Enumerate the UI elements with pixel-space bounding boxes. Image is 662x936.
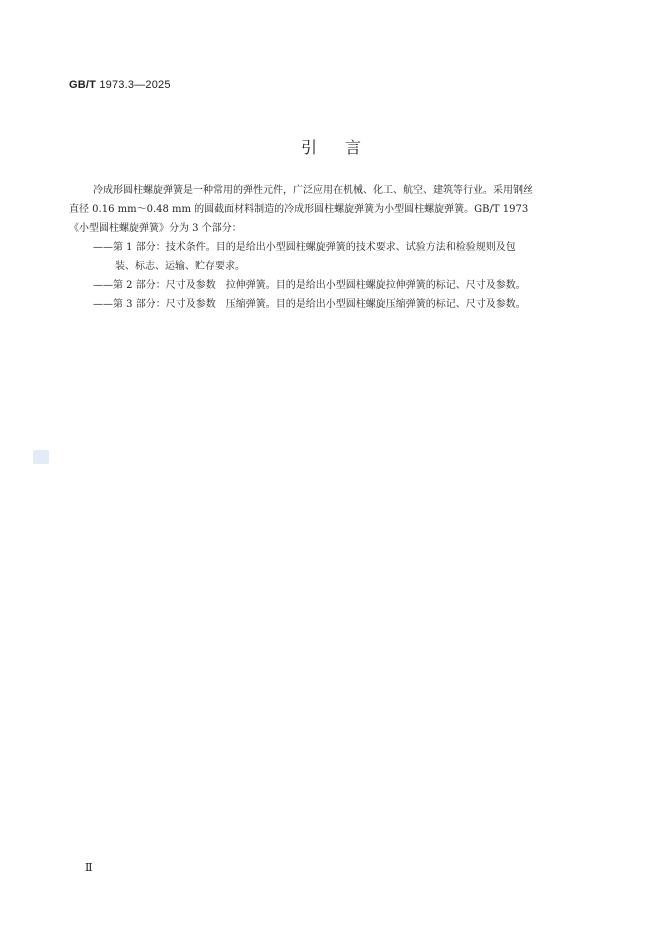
standard-number: 1973.3—2025 [99,79,171,91]
intro-paragraph-line-1: 冷成形圆柱螺旋弹簧是一种常用的弹性元件，广泛应用在机械、化工、航空、建筑等行业。采用钢丝 [93,185,533,196]
list-item-part-1: ——第 1 部分：技术条件。目的是给出小型圆柱螺旋弹簧的技术要求、试验方法和检验规则及包 [93,242,516,253]
watermark-logo-icon [33,450,49,464]
list-item-part-1-continued: 装、标志、运输、贮存要求。 [115,261,245,272]
page-number: Ⅱ [85,862,93,874]
page-heading: 引言 [300,138,389,157]
standard-code [69,79,171,91]
list-item-part-3: ——第 3 部分：尺寸及参数 压缩弹簧。目的是给出小型圆柱螺旋压缩弹簧的标记、尺寸及参数。 [93,299,526,310]
standard-prefix: GB/T [69,79,97,91]
list-item-part-2: ——第 2 部分：尺寸及参数 拉伸弹簧。目的是给出小型圆柱螺旋拉伸弹簧的标记、尺寸及参数。 [93,280,526,291]
intro-paragraph-line-3: 《小型圆柱螺旋弹簧》分为 3 个部分： [69,223,242,234]
intro-paragraph-line-2: 直径 0.16 mm～0.48 mm 的圆截面材料制造的冷成形圆柱螺旋弹簧为小型圆柱螺旋弹簧。GB/T 1973 [69,204,529,215]
